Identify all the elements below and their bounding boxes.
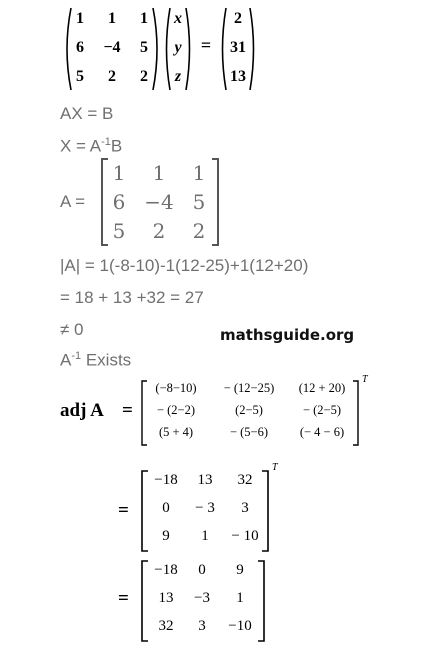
- a-label: A =: [60, 192, 86, 211]
- matrix-cell: 32: [158, 618, 174, 634]
- step-ax-b: AX = B: [60, 104, 114, 123]
- matrix-cell: −18: [154, 472, 178, 488]
- matrix-cell: 0: [198, 562, 206, 578]
- coefficient-matrix: [62, 6, 162, 92]
- adj-label: adj A: [60, 400, 104, 421]
- equals-sign: =: [200, 35, 212, 55]
- cofactor-values-matrix: [140, 470, 270, 552]
- cofactor-cell: − (2−5): [302, 403, 342, 417]
- determinant-expansion: |A| = 1(-8-10)-1(12-25)+1(12+20): [60, 256, 309, 275]
- equals-sign-2: =: [118, 500, 129, 521]
- matrix-cell: 1: [140, 10, 148, 27]
- matrix-cell: 1: [236, 590, 244, 606]
- matrix-cell: 2: [108, 68, 116, 85]
- variable-vector: [162, 6, 194, 92]
- step-x-inverse: [60, 136, 122, 157]
- matrix-cell: − 3: [195, 500, 215, 516]
- variable-y: y: [174, 39, 182, 56]
- step-x-prefix: X = A: [60, 136, 102, 156]
- matrix-cell: 13: [158, 590, 174, 606]
- step-x-sup: -1: [101, 136, 111, 148]
- matrix-cell: 6: [112, 190, 126, 214]
- matrix-cell: 2: [192, 219, 206, 243]
- cofactor-matrix: [140, 380, 360, 446]
- matrix-cell: 6: [76, 39, 84, 56]
- variable-x: x: [174, 10, 182, 27]
- cofactor-cell: (−8−10): [155, 381, 197, 395]
- step-x-suffix: B: [110, 136, 123, 156]
- matrix-cell: 1: [76, 10, 84, 27]
- inverse-exists: [60, 350, 131, 371]
- nonzero-statement: ≠ 0: [60, 320, 84, 339]
- watermark: mathsguide.org: [220, 326, 355, 344]
- transpose-mark-2: T: [272, 462, 278, 473]
- matrix-cell: 2: [140, 68, 148, 85]
- a-matrix: [100, 158, 220, 246]
- adj-equals: =: [122, 400, 133, 421]
- rhs-value: 13: [230, 68, 246, 85]
- matrix-cell: −18: [154, 562, 178, 578]
- matrix-cell: 5: [112, 219, 126, 243]
- matrix-cell: 5: [76, 68, 84, 85]
- matrix-cell: 1: [112, 161, 126, 185]
- matrix-cell: 1: [201, 528, 209, 544]
- matrix-cell: 13: [197, 472, 213, 488]
- matrix-cell: 3: [241, 500, 249, 516]
- matrix-cell: − 10: [231, 528, 259, 544]
- cofactor-cell: (2−5): [235, 403, 263, 417]
- matrix-cell: −10: [228, 618, 252, 634]
- matrix-cell: 0: [162, 500, 170, 516]
- determinant-value: = 18 + 13 +32 = 27: [60, 288, 204, 307]
- matrix-cell: −3: [194, 590, 210, 606]
- equals-sign-3: =: [118, 588, 129, 609]
- transpose-mark: T: [362, 374, 368, 385]
- rhs-vector: [218, 6, 258, 92]
- matrix-cell: 1: [192, 161, 206, 185]
- matrix-cell: −4: [144, 190, 174, 214]
- cofactor-cell: (5 + 4): [158, 425, 194, 439]
- exists-sup: -1: [71, 350, 82, 362]
- matrix-cell: 9: [162, 528, 170, 544]
- matrix-cell: 5: [192, 190, 206, 214]
- cofactor-cell: − (2−2): [156, 403, 196, 417]
- matrix-cell: 2: [152, 219, 166, 243]
- cofactor-cell: (− 4 − 6): [299, 425, 345, 439]
- matrix-cell: 32: [237, 472, 253, 488]
- cofactor-cell: − (5−6): [229, 425, 269, 439]
- matrix-cell: 9: [236, 562, 244, 578]
- rhs-value: 31: [230, 39, 246, 56]
- variable-z: z: [174, 68, 182, 85]
- matrix-cell: −4: [103, 39, 121, 56]
- rhs-value: 2: [234, 10, 242, 27]
- exists-prefix: A: [60, 350, 72, 370]
- cofactor-cell: (12 + 20): [298, 381, 346, 395]
- adjoint-result-matrix: [140, 560, 266, 642]
- exists-suffix: Exists: [81, 350, 132, 370]
- matrix-cell: 1: [152, 161, 166, 185]
- cofactor-cell: − (12−25): [223, 381, 275, 395]
- matrix-cell: 1: [108, 10, 116, 27]
- matrix-cell: 3: [198, 618, 206, 634]
- matrix-cell: 5: [140, 39, 148, 56]
